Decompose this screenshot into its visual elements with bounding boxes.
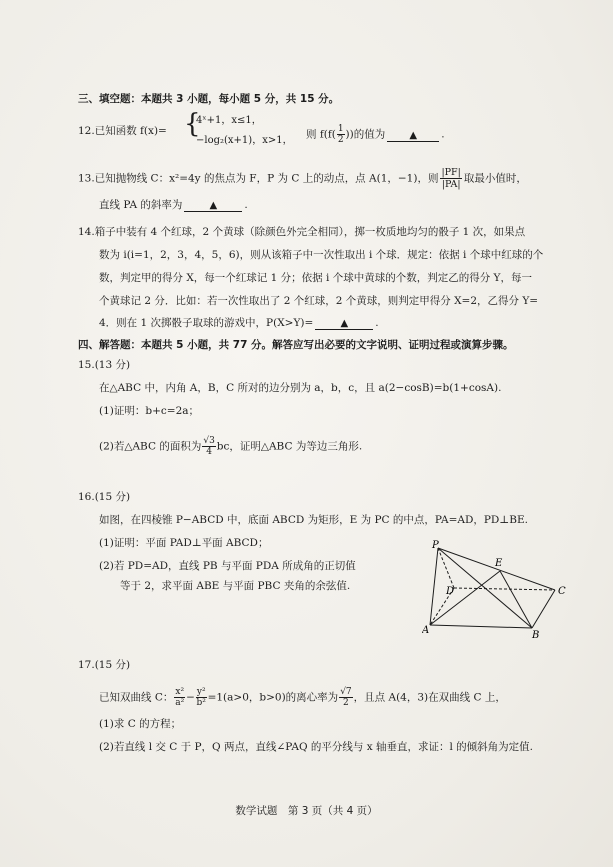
triangle-marker-icon: ▲ [209,200,218,211]
q12-case-2: −log₂(x+1)，x>1， [196,135,293,146]
exam-page: 三、填空题：本题共 3 小题，每小题 5 分，共 15 分。 12.已知函数 f(x)= { 4ˣ+1，x≤1， −log₂(x+1)，x>1， 则 f(f( $\frac{1}{2}$ ))的值为 ▲ . 13.已知抛物线 C：x²=4y 的焦点为 F，P 为 C 上的动点，点 A(1，−1)，则 $\frac{|PF|}{|PA|}$ 取最小值时， 直线 PA 的斜率为 ▲ . 14.箱子中装有 4 个红球，2 个黄球（除颜色外完全相同），掷一枚质地均匀的骰子 1 次，如果点 数为 i(i=1，2，3，4，5，6)，则从该箱子中一次性取出 i 个球．规定：依据 i 个球中红球的个 数，判定甲的得分 X，每一个红球记 1 分；依据 i 个球中黄球的个数，判定乙的得分 Y，每一 个黄球记 2 分．比如：若一次性取出了 2 个红球，2 个黄球，则判定甲得分 X=2，乙得分 Y= 4．则在 1 次掷骰子取球的游戏中，P(X>Y)= ▲ . 四、解答题：本题共 5 小题，共 77 分。解答应写出必要的文字说明、证明过程或演算步骤。 15.(13 分) 在△ABC 中，内角 A，B，C 所对的边分别为 a，b，c，且 a(2−cosB)=b(1+cosA). (1)证明：b+c=2a； (2)若△ABC 的面积为 $\frac{√3}{4}$ bc，证明△ABC 为等边三角形. 16.(15 分) 如图，在四棱锥 P−ABCD 中，底面 ABCD 为矩形，E 为 PC 的中点，PA=AD，PD⊥BE. (1)证明：平面 PAD⊥平面 ABCD； (2)若 PD=AD，直线 PB 与平面 PDA 所成角的正切值 等于 2，求平面 ABE 与平面 PBC 夹角的余弦值. P E D C A B 17.(15 分) 已知双曲线 C： $\frac{\text{x²}}{\text{a²}}$ − $\frac{\text{y²}}{\text{b²}}$ =1(a>0，b>0)的离心率为 $\frac{√7}{2}$ ，且点 A(4，3)在双曲线 C 上， (1)求 C 的方程； (2)若直线 l 交 C 于 P，Q 两点，直线∠PAQ 的平分线与 x 轴垂直，求证：l 的倾斜角为定值. 数学试题 第 3 页（共 4 页） [0,0,613,867]
label-c: C [558,586,566,597]
q12-tail-b: ))的值为 [345,128,386,141]
label-a: A [422,625,430,636]
q15-header: 15.(13 分) [78,359,131,371]
fraction-y2-over-b2: $\frac{\text{y²}}{\text{b²}}$ [196,687,206,708]
fraction-sqrt3-over-4: $\frac{√3}{4}$ [203,436,215,457]
label-p: P [432,540,439,551]
q14-line-3: 数，判定甲的得分 X，每一个红球记 1 分；依据 i 个球中黄球的个数，判定乙的得分 Y，每一 [99,272,532,284]
q15-part-2a: (2)若△ABC 的面积为 [99,440,202,453]
q17-part-1: (1)求 C 的方程； [99,718,182,730]
label-e: E [495,558,503,569]
q13-line-2: 直线 PA 的斜率为 [99,199,183,211]
edge-pa [430,548,438,625]
question-number: 14. [78,226,95,238]
q15-part-1: (1)证明：b+c=2a； [99,405,200,417]
q14-line-4: 个黄球记 2 分．比如：若一次性取出了 2 个红球，2 个黄球，则判定甲得分 X=2，乙得分 Y= [99,295,539,307]
q16-header: 16.(15 分) [78,491,131,503]
q17-part-2: (2)若直线 l 交 C 于 P，Q 两点，直线∠PAQ 的平分线与 x 轴垂直，求证：l 的倾斜角为定值. [99,741,534,753]
q17-stem-b: =1(a>0，b>0)的离心率为 [207,691,339,704]
q16-stem: 如图，在四棱锥 P−ABCD 中，底面 ABCD 为矩形，E 为 PC 的中点，PA=AD，PD⊥BE. [99,514,528,526]
triangle-marker-icon: ▲ [340,318,349,329]
q17-header: 17.(15 分) [78,659,131,671]
q17-stem-c: ，且点 A(4，3)在双曲线 C 上， [353,691,506,704]
label-b: B [532,630,540,641]
q14-line-1: 箱子中装有 4 个红球，2 个黄球（除颜色外完全相同），掷一枚质地均匀的骰子 1 次，如果点 [94,226,526,238]
edge-bc [532,590,555,628]
edge-pc [438,548,555,590]
section-heading-fill-blank: 三、填空题：本题共 3 小题，每小题 5 分，共 15 分。 [78,93,340,105]
answer-blank[interactable] [184,199,242,212]
ratio-pf-pa: $\frac{|PF|}{|PA|}$ [441,167,461,190]
question-number: 13. [78,172,95,185]
segment-ae [430,571,500,625]
section-heading-solutions: 四、解答题：本题共 5 小题，共 77 分。解答应写出必要的文字说明、证明过程或演算步骤。 [78,339,514,351]
answer-blank[interactable] [315,317,373,330]
piecewise-brace: { [184,109,201,139]
edge-pd-hidden [438,548,454,588]
q17-stem-a: 已知双曲线 C： [99,691,174,704]
question-number: 12. [78,125,95,137]
edge-ab [430,625,532,628]
q13-line-1: 已知抛物线 C：x²=4y 的焦点为 F，P 为 C 上的动点，点 A(1，−1)，则 [94,172,439,185]
answer-blank[interactable] [387,129,439,142]
q16-part-2-line-1: (2)若 PD=AD，直线 PB 与平面 PDA 所成角的正切值 [99,560,356,572]
q12-tail-a: 则 f(f( [306,128,336,141]
q16-part-2-line-2: 等于 2，求平面 ABE 与平面 PBC 夹角的余弦值. [120,580,351,592]
q14-line-5: 4．则在 1 次掷骰子取球的游戏中，P(X>Y)= [99,317,314,329]
pyramid-figure [422,540,572,650]
page-footer: 数学试题 第 3 页（共 4 页） [235,805,378,817]
q12-case-1: 4ˣ+1，x≤1， [196,115,262,126]
q16-part-1: (1)证明：平面 PAD⊥平面 ABCD； [99,537,269,549]
fraction-one-half: $\frac{1}{2}$ [337,124,344,145]
label-d: D [446,586,455,597]
fraction-x2-over-a2: $\frac{\text{x²}}{\text{a²}}$ [175,687,185,708]
q15-part-2b: bc，证明△ABC 为等边三角形. [216,440,363,453]
fraction-sqrt7-over-2: $\frac{√7}{2}$ [340,687,352,708]
q12-lead: 已知函数 f(x)= [94,125,167,137]
triangle-marker-icon: ▲ [409,129,418,141]
q15-stem: 在△ABC 中，内角 A，B，C 所对的边分别为 a，b，c，且 a(2−cosB)=b(1+cosA). [99,382,502,394]
edge-dc-hidden [454,588,555,590]
q14-line-2: 数为 i(i=1，2，3，4，5，6)，则从该箱子中一次性取出 i 个球．规定：依据 i 个球中红球的个 [99,249,544,261]
